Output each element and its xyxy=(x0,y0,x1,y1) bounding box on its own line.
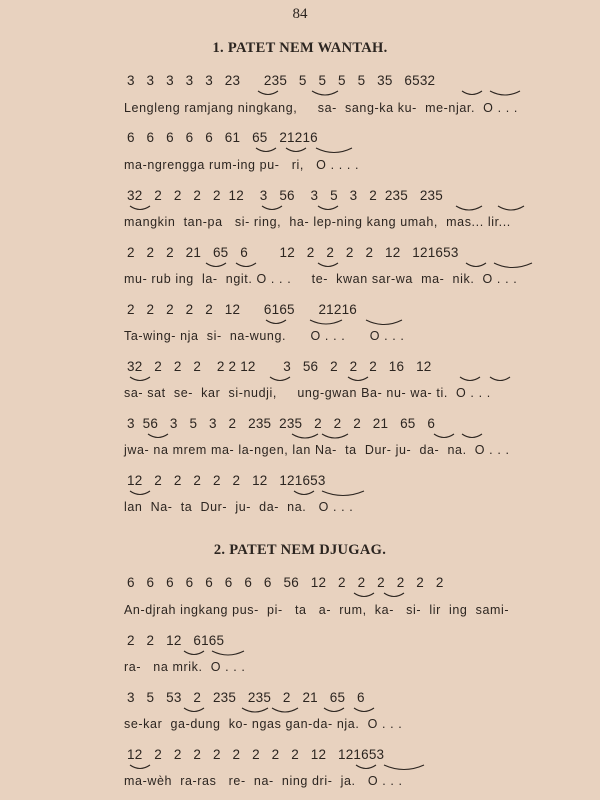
slur xyxy=(384,593,404,597)
slur xyxy=(366,320,402,325)
lyric-line: ma-wèh ra-ras re- na- ning dri- ja. O . . . xyxy=(124,774,403,788)
lyric-line: jwa- na mrem ma- la-ngen, lan Na- ta Dur- ju- da- na. O . . . xyxy=(124,443,510,457)
slur xyxy=(324,708,344,712)
slur xyxy=(498,206,524,210)
section-title-1: 1. PATET NEM WANTAH. xyxy=(212,40,388,56)
slur xyxy=(130,377,150,381)
lyric-line: mangkin tan-pa si- ring, ha- lep-ning kang umah, mas... lir... xyxy=(124,215,511,229)
notation-line: 2 2 12 6165 xyxy=(127,633,225,648)
lyric-line: mu- rub ing la- ngit. O . . . te- kwan sar-wa ma- nik. O . . . xyxy=(124,272,518,286)
notation-line: 32 2 2 2 2 12 3 56 3 5 3 2 235 235 xyxy=(127,188,443,203)
slur xyxy=(262,206,282,210)
slur xyxy=(490,377,510,381)
slur xyxy=(462,434,482,438)
lyric-line: sa- sat se- kar si-nudji, ung-gwan Ba- nu- wa- ti. O . . . xyxy=(124,386,491,400)
slur xyxy=(354,708,374,712)
slur xyxy=(148,434,168,438)
lyric-line: se-kar ga-dung ko- ngas gan-da- nja. O . . . xyxy=(124,717,403,731)
slur xyxy=(356,765,376,769)
slur xyxy=(348,377,368,381)
slur xyxy=(460,377,480,381)
notation-line: 12 2 2 2 2 2 2 2 2 12 121653 xyxy=(127,747,385,762)
section-title-2: 2. PATET NEM DJUGAG. xyxy=(213,542,387,558)
notation-line: 3 56 3 5 3 2 235 235 2 2 2 21 65 6 xyxy=(127,416,436,431)
lyric-line: ma-ngrengga rum-ing pu- ri, O . . . . xyxy=(124,158,360,172)
slur xyxy=(322,434,348,438)
notation-line: 32 2 2 2 2 2 12 3 56 2 2 2 16 12 xyxy=(127,359,432,374)
slur xyxy=(258,91,278,95)
slur xyxy=(354,593,374,597)
notation-line: 6 6 6 6 6 6 6 6 56 12 2 2 2 2 2 2 xyxy=(127,575,444,590)
notation-line: 3 3 3 3 3 23 235 5 5 5 5 35 6532 xyxy=(127,73,436,88)
lyric-line: lan Na- ta Dur- ju- da- na. O . . . xyxy=(124,500,354,514)
lyric-line: ra- na mrik. O . . . xyxy=(124,660,246,674)
slur xyxy=(266,320,286,324)
slur xyxy=(130,206,150,210)
slur xyxy=(272,708,298,712)
slur xyxy=(310,320,342,324)
lyric-line: An-djrah ingkang pus- pi- ta a- rum, ka- si- lir ing sami- xyxy=(124,603,510,617)
slur xyxy=(312,91,338,95)
slur xyxy=(130,765,150,769)
slur xyxy=(206,263,226,267)
slur xyxy=(292,434,318,438)
notation-line: 3 5 53 2 235 235 2 21 65 6 xyxy=(127,690,365,705)
lyric-line: Lengleng ramjang ningkang, sa- sang-ka ku- me-njar. O . . . xyxy=(124,101,518,115)
slur xyxy=(322,491,364,496)
slur xyxy=(212,651,244,655)
slur xyxy=(242,708,268,712)
slur xyxy=(494,263,532,268)
notation-line: 6 6 6 6 6 61 65 21216 xyxy=(127,130,318,145)
lyric-line: Ta-wing- nja si- na-wung. O . . . O . . . xyxy=(124,329,405,343)
slur xyxy=(490,91,520,95)
slur xyxy=(130,491,150,495)
slur xyxy=(286,148,306,152)
slur xyxy=(456,206,482,210)
slur xyxy=(184,651,204,655)
slur xyxy=(434,434,454,438)
slur xyxy=(318,263,338,267)
notation-line: 12 2 2 2 2 2 12 121653 xyxy=(127,473,326,488)
slur xyxy=(316,148,352,153)
page-number: 84 xyxy=(292,6,308,22)
slur xyxy=(384,765,424,770)
slur xyxy=(236,263,256,267)
slur xyxy=(256,148,276,152)
slur xyxy=(184,708,204,712)
slur xyxy=(294,491,314,495)
notation-line: 2 2 2 21 65 6 12 2 2 2 2 12 121653 xyxy=(127,245,459,260)
slur xyxy=(462,91,482,95)
notation-line: 2 2 2 2 2 12 6165 21216 xyxy=(127,302,357,317)
slur xyxy=(466,263,486,267)
slur xyxy=(270,377,290,381)
slur xyxy=(318,206,338,210)
